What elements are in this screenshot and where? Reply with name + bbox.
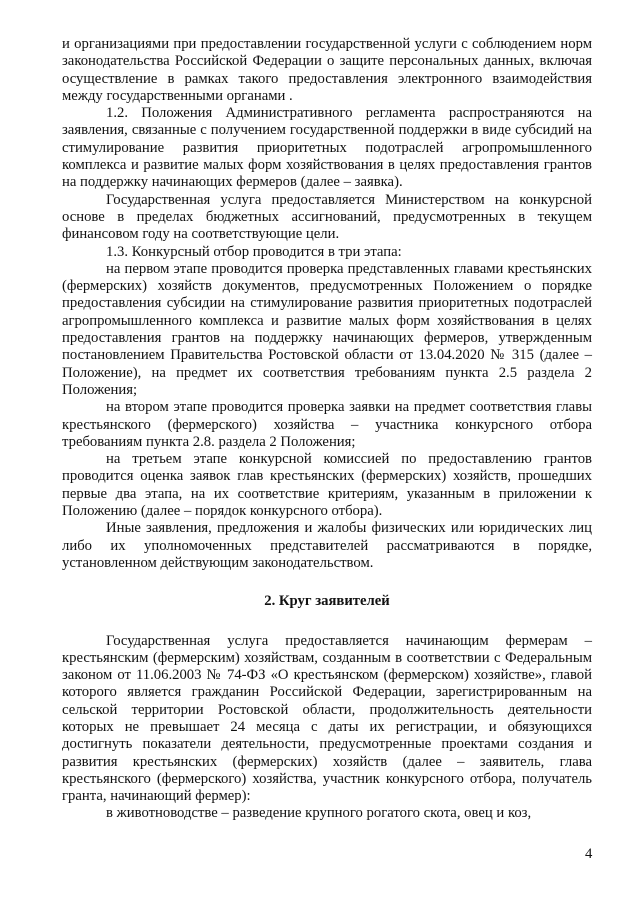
page-number: 4 xyxy=(585,846,593,862)
section-heading: 2. Круг заявителей xyxy=(264,593,390,610)
document-body xyxy=(62,36,592,823)
paragraph-continuation: и организациями при предоставлении государственной услуги с соблюдением норм законодательства Российской Федерации о защите персональных данных, включая осуществление в рамках такого предоставления электронного взаимодействия между государственными органами . xyxy=(62,36,592,104)
paragraph-1-2: 1.2. Положения Административного регламента распространяются на заявления, связанные с получением государственной поддержки в виде субсидий на стимулирование развития приоритетных подотраслей агропромышленного комплекса и развитие малых форм хозяйствования в целях предоставления грантов на поддержку начинающих фермеров (далее – заявка). xyxy=(62,105,592,191)
paragraph-stage-2: на втором этапе проводится проверка заявки на предмет соответствия главы крестьянского (фермерского) хозяйства – участника конкурсного отбора требованиям пункта 2.8. раздела 2 Положения; xyxy=(62,399,592,450)
paragraph-other-appeals: Иные заявления, предложения и жалобы физических или юридических лиц либо их уполномоченных представителей рассматриваются в порядке, установленном действующим законодательством. xyxy=(62,520,592,571)
paragraph-1-3: 1.3. Конкурсный отбор проводится в три этапа: xyxy=(106,243,402,260)
paragraph-stage-3: на третьем этапе конкурсной комиссией по предоставлению грантов проводится оценка заявок глав крестьянских (фермерских) хозяйств, прошедших первые два этапа, на их соответствие критериям, указанным в приложении к Положению (далее – порядок конкурсного отбора). xyxy=(62,451,592,520)
paragraph-livestock: в животноводстве – разведение крупного рогатого скота, овец и коз, xyxy=(106,805,532,822)
paragraph-applicants: Государственная услуга предоставляется начинающим фермерам – крестьянским (фермерским) хозяйствам, созданным в соответствии с Федеральным законом от 11.06.2003 № 74-ФЗ «О крестьянском (фермерском) хозяйстве», главой которого является гражданин Российской Федерации, зарегистрированным на сельской территории Ростовской области, продолжительность деятельности которых не превышает 24 месяца с даты их регистрации, и обязующихся достигнуть показатели деятельности, предусмотренные проектами создания и развития крестьянских (фермерских) хозяйств (далее – заявитель, глава крестьянского (фермерского) хозяйства, участник конкурсного отбора, получатель гранта, начинающий фермер): xyxy=(62,632,592,805)
paragraph-service-basis: Государственная услуга предоставляется Министерством на конкурсной основе в пределах бюджетных ассигнований, предусмотренных в текущем финансовом году на соответствующие цели. xyxy=(62,191,592,243)
paragraph-stage-1: на первом этапе проводится проверка представленных главами крестьянских (фермерских) хозяйств документов, предусмотренных Положением о порядке предоставления субсидии на стимулирование развития приоритетных подотраслей агропромышленного комплекса и развитие малых форм хозяйствования в целях предоставления грантов на поддержку начинающих фермеров, утвержденным постановлением Правительства Ростовской области от 13.04.2020 № 315 (далее – Положение), на предмет их соответствия требованиям пункта 2.5 раздела 2 Положения; xyxy=(62,260,592,398)
